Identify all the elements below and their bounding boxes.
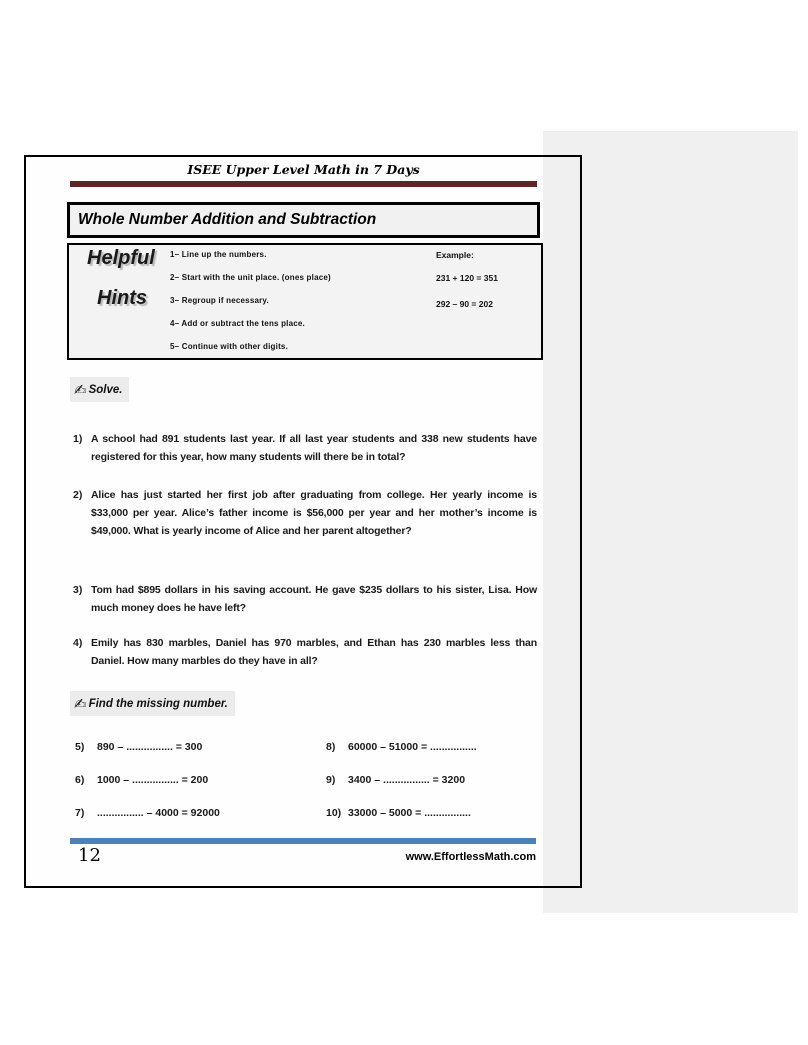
problem-text: Tom had $895 dollars in his saving account. He gave $235 dollars to his sister, Lisa. How much money does he have left? xyxy=(91,584,537,614)
lesson-title-box xyxy=(67,202,540,238)
problem-text: Alice has just started her first job after graduating from college. Her yearly income is $33,000 per year. Alice’s father income is $56,000 per year and her mother’s income is $49,000. What is yearly income of Alice and her parent altogether? xyxy=(91,489,537,537)
hint-step-1: 1– Line up the numbers. xyxy=(170,250,267,259)
exercise-number: 6) xyxy=(75,774,85,786)
missing-number-item-6 xyxy=(75,774,208,786)
problem-number: 3) xyxy=(73,584,83,596)
exercise-equation: ................ – 4000 = 92000 xyxy=(97,807,220,819)
example-equation-1: 231 + 120 = 351 xyxy=(436,273,498,283)
find-missing-number-section-label xyxy=(70,691,235,716)
book-title: ISEE Upper Level Math in 7 Days xyxy=(187,162,420,177)
missing-number-item-5 xyxy=(75,741,202,753)
writing-hand-icon: ✍ xyxy=(74,380,87,399)
writing-hand-icon: ✍ xyxy=(74,694,87,713)
exercise-equation: 3400 – ................ = 3200 xyxy=(348,774,466,786)
hints-label-hints: Hints xyxy=(97,287,147,309)
solve-label-text: Solve. xyxy=(88,383,123,396)
missing-number-item-10 xyxy=(326,807,471,819)
exercise-equation: 890 – ................ = 300 xyxy=(97,741,203,753)
example-equation-2: 292 – 90 = 202 xyxy=(436,299,493,309)
header-divider-bar xyxy=(70,181,537,187)
problem-text: A school had 891 students last year. If all last year students and 338 new students have registered for this year, how many students will there be in total? xyxy=(91,433,537,463)
problem-text: Emily has 830 marbles, Daniel has 970 marbles, and Ethan has 230 marbles less than Daniel. How many marbles do they have in all? xyxy=(91,637,537,667)
helpful-hints-box xyxy=(67,243,543,360)
missing-number-item-7 xyxy=(75,807,220,819)
hint-step-3: 3– Regroup if necessary. xyxy=(170,296,269,305)
missing-number-item-9 xyxy=(326,774,465,786)
hints-label-helpful: Helpful xyxy=(87,247,155,269)
exercise-equation: 60000 – 51000 = ................ xyxy=(348,741,477,753)
problem-item-4 xyxy=(73,634,537,670)
exercise-number: 7) xyxy=(75,807,85,819)
exercise-number: 5) xyxy=(75,741,85,753)
page-number: 12 xyxy=(78,845,101,866)
solve-section-label xyxy=(70,377,129,402)
hint-step-2: 2– Start with the unit place. (ones place) xyxy=(170,273,331,282)
problem-item-3 xyxy=(73,581,537,617)
missing-number-item-8 xyxy=(326,741,477,753)
exercise-number: 10) xyxy=(326,807,342,819)
exercise-equation: 1000 – ................ = 200 xyxy=(97,774,209,786)
exercise-number: 8) xyxy=(326,741,336,753)
example-label: Example: xyxy=(436,250,474,260)
website-url: www.EffortlessMath.com xyxy=(405,851,536,863)
exercise-number: 9) xyxy=(326,774,336,786)
hint-step-4: 4– Add or subtract the tens place. xyxy=(170,319,305,328)
exercise-equation: 33000 – 5000 = ................ xyxy=(348,807,471,819)
problem-item-1 xyxy=(73,430,537,466)
find-label-text: Find the missing number. xyxy=(88,697,228,710)
problem-number: 1) xyxy=(73,433,83,445)
hint-step-5: 5– Continue with other digits. xyxy=(170,342,288,351)
problem-number: 4) xyxy=(73,637,83,649)
lesson-title: Whole Number Addition and Subtraction xyxy=(78,211,377,228)
problem-item-2 xyxy=(73,486,537,540)
problem-number: 2) xyxy=(73,489,83,501)
footer-divider-bar xyxy=(70,838,536,844)
